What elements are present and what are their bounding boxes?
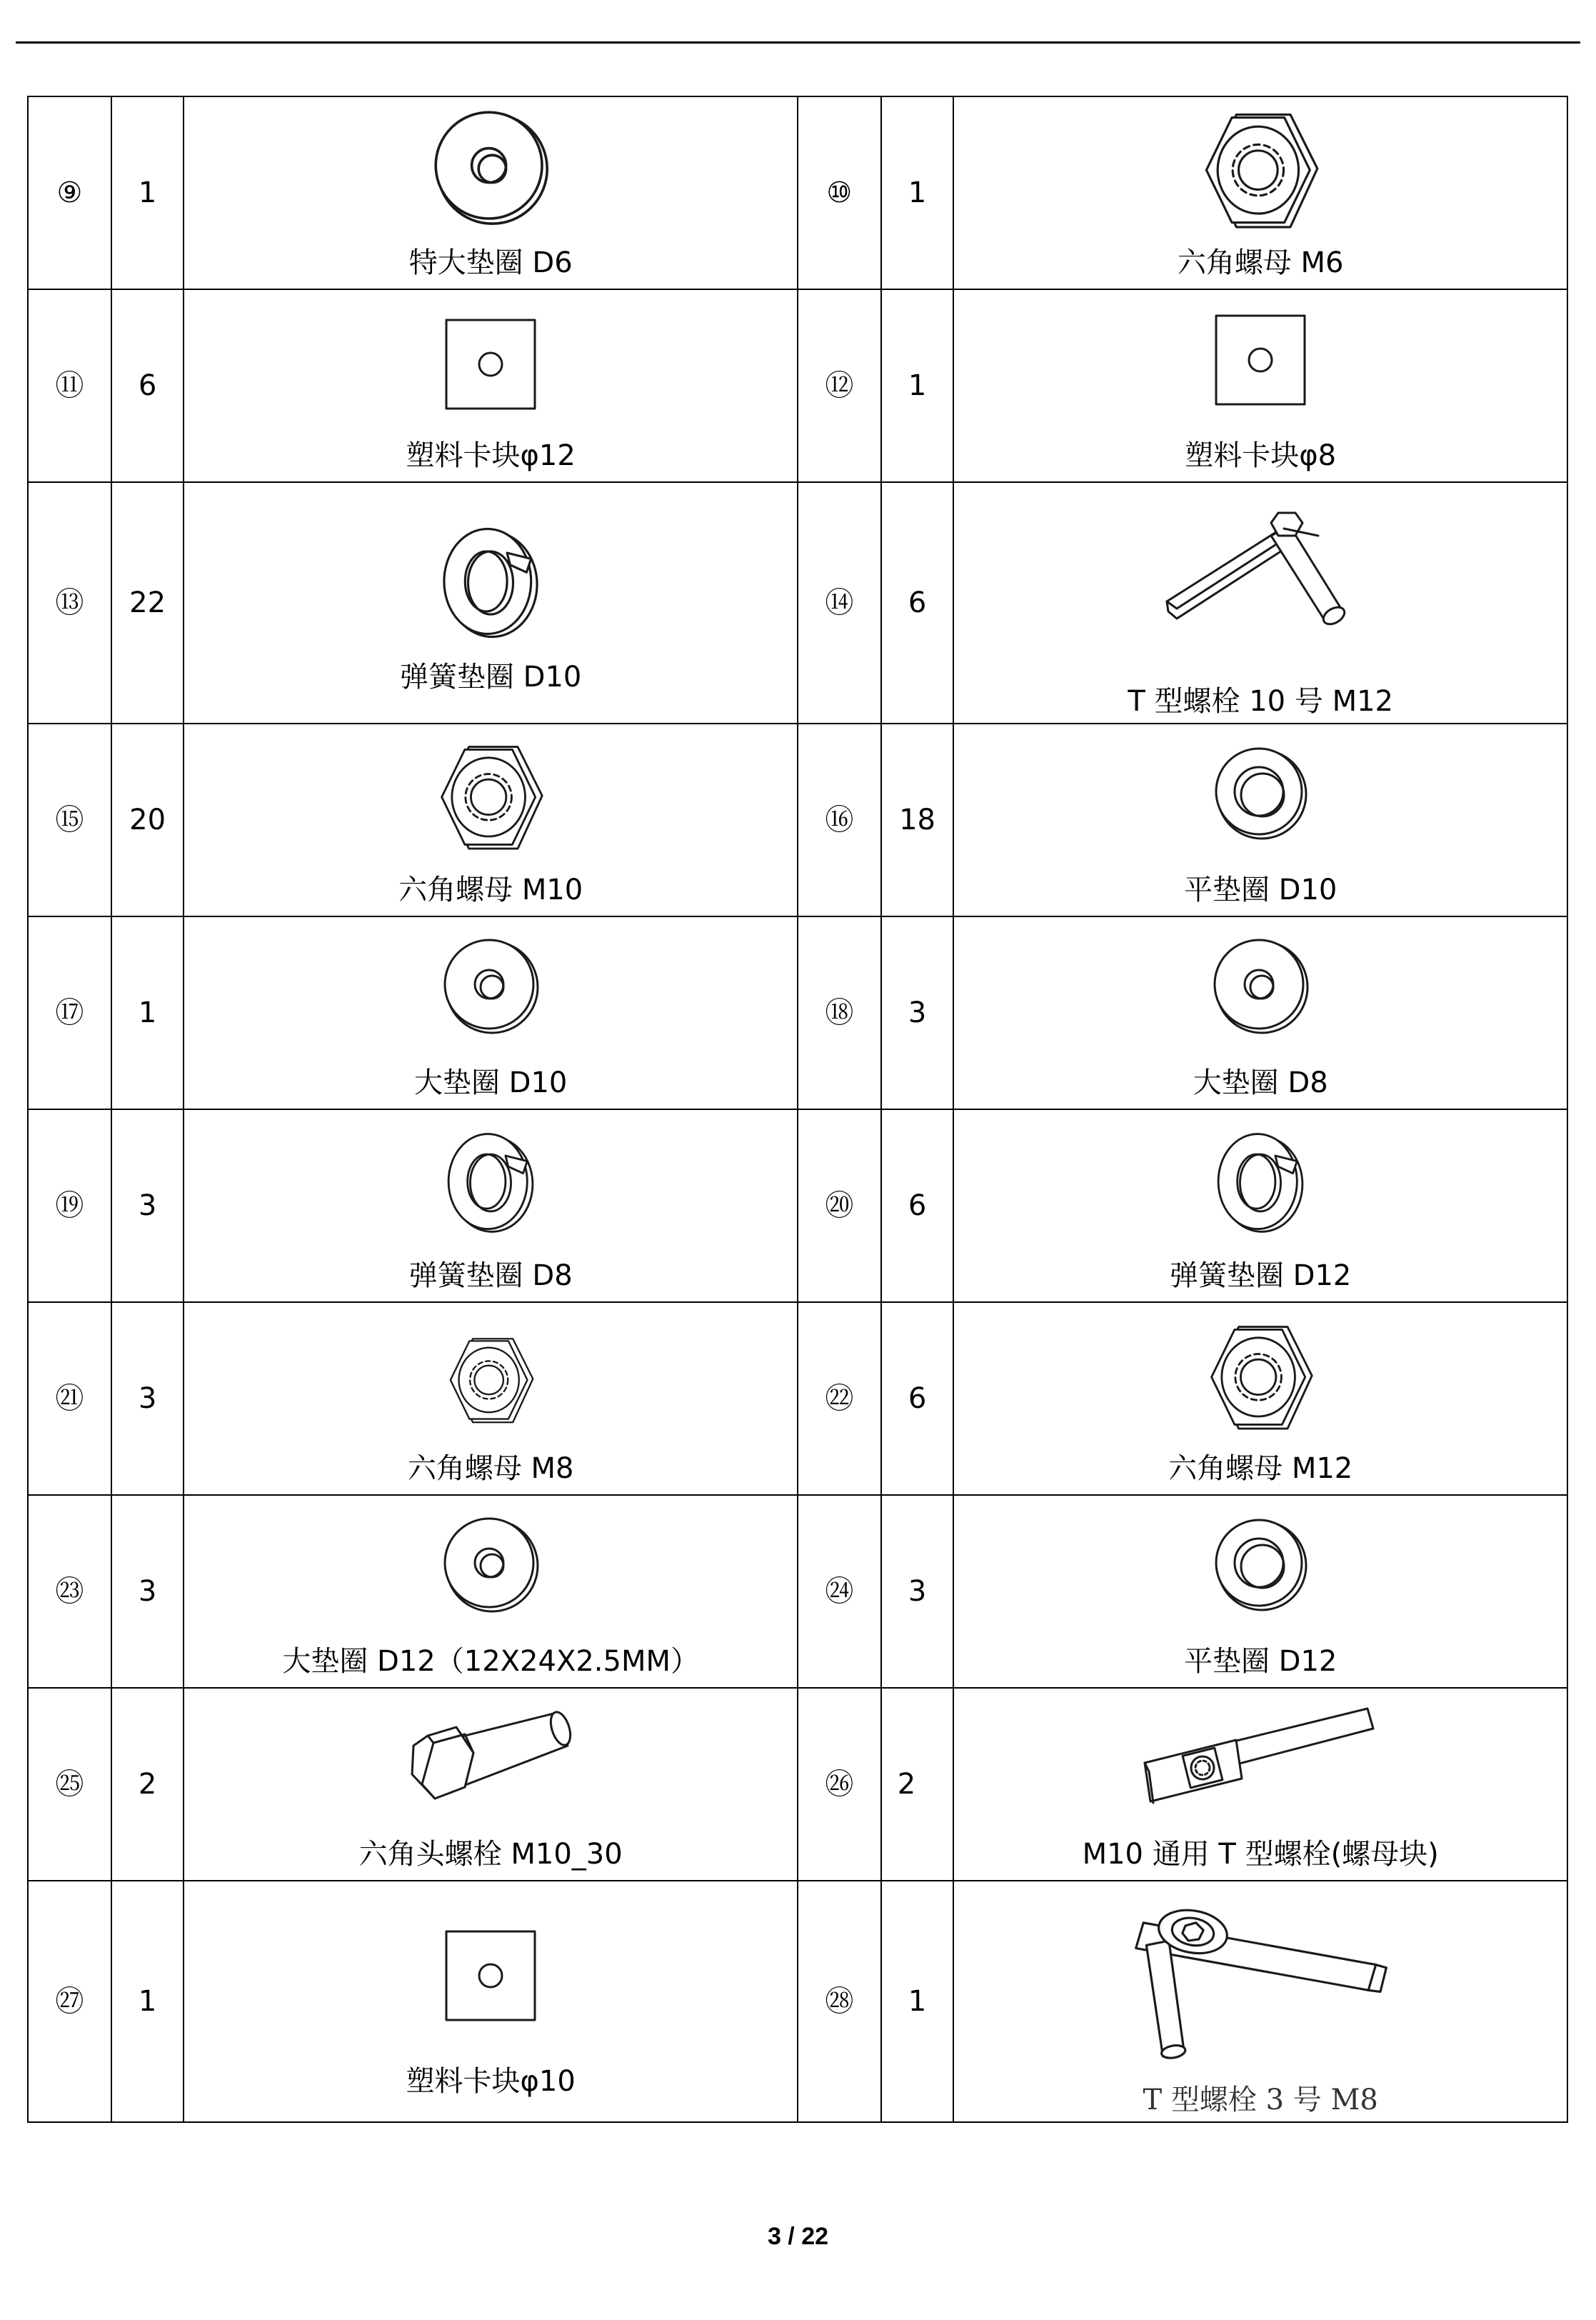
parts-row xyxy=(28,1881,1567,2122)
part-name: 六角头螺栓 M10_30 xyxy=(358,1838,623,1871)
quantity-cell xyxy=(111,724,184,916)
part-number: ㉗ xyxy=(55,1985,84,2018)
part-name: 大垫圈 D12（12X24X2.5MM） xyxy=(282,1645,699,1678)
part-name: 大垫圈 D10 xyxy=(413,1066,568,1099)
part-quantity: 3 xyxy=(908,996,927,1029)
part-number: ⑯ xyxy=(825,804,854,836)
part-illustration-cell xyxy=(184,916,798,1109)
quantity-cell xyxy=(881,1302,954,1495)
part-number-cell xyxy=(798,724,881,916)
part-number-cell xyxy=(798,482,881,724)
part-illustration-cell xyxy=(953,96,1567,289)
part-number: ⑱ xyxy=(825,996,854,1029)
part-number: ⑮ xyxy=(55,804,84,836)
part-number: ㉘ xyxy=(825,1985,854,2018)
part-quantity: 22 xyxy=(129,586,166,619)
part-name: 六角螺母 M8 xyxy=(407,1452,574,1485)
parts-row xyxy=(28,1302,1567,1495)
plastic-block-icon xyxy=(1215,314,1306,409)
hex-nut-icon xyxy=(1200,109,1320,239)
quantity-cell xyxy=(881,916,954,1109)
part-quantity: 1 xyxy=(908,1985,927,2018)
washer-icon xyxy=(441,936,541,1039)
part-number-cell xyxy=(798,96,881,289)
part-number-cell xyxy=(28,1881,111,2122)
part-number-cell xyxy=(798,916,881,1109)
part-name: T 型螺栓 3 号 M8 xyxy=(1143,2084,1378,2116)
part-name: 特大垫圈 D6 xyxy=(408,246,573,279)
part-number-cell xyxy=(28,1109,111,1302)
washer-icon xyxy=(441,1514,541,1617)
part-quantity: 1 xyxy=(908,176,927,209)
part-quantity: 2 xyxy=(138,1768,157,1801)
part-quantity: 3 xyxy=(138,1382,157,1415)
part-number: ⑲ xyxy=(55,1189,84,1222)
parts-row xyxy=(28,724,1567,916)
quantity-cell xyxy=(111,1302,184,1495)
parts-row xyxy=(28,289,1567,482)
part-number: ㉖ xyxy=(825,1768,854,1801)
spring-washer-icon xyxy=(438,523,543,646)
quantity-cell xyxy=(111,1495,184,1688)
part-name: M10 通用 T 型螺栓(螺母块) xyxy=(1082,1838,1439,1871)
part-name: 六角螺母 M6 xyxy=(1177,246,1344,279)
part-name: 大垫圈 D8 xyxy=(1193,1066,1328,1099)
quantity-cell xyxy=(881,96,954,289)
part-name: 六角螺母 M10 xyxy=(398,874,583,906)
part-illustration-cell xyxy=(184,1495,798,1688)
part-illustration-cell xyxy=(953,482,1567,724)
part-number: ⑬ xyxy=(55,586,84,619)
spring-washer-icon xyxy=(1213,1129,1308,1240)
quantity-cell xyxy=(881,1688,954,1881)
plastic-block-icon xyxy=(445,1930,536,2024)
plastic-block-icon xyxy=(445,319,536,413)
part-number: ⑩ xyxy=(826,176,853,209)
part-number: ㉕ xyxy=(55,1768,84,1801)
washer-icon xyxy=(1210,936,1310,1039)
part-illustration-cell xyxy=(953,1109,1567,1302)
t-bolt-3-icon xyxy=(1125,1896,1395,2064)
part-name: 六角螺母 M12 xyxy=(1168,1452,1353,1485)
part-illustration-cell xyxy=(184,482,798,724)
part-number: ㉔ xyxy=(825,1575,854,1608)
part-quantity: 1 xyxy=(908,369,927,402)
hex-nut-icon xyxy=(436,741,545,860)
part-quantity: 6 xyxy=(908,1189,927,1222)
hex-nut-icon xyxy=(446,1334,536,1432)
part-quantity: 3 xyxy=(138,1575,157,1608)
flat-washer-icon xyxy=(1210,743,1310,846)
parts-row xyxy=(28,1688,1567,1881)
quantity-cell xyxy=(881,1109,954,1302)
part-number: ⑳ xyxy=(825,1189,854,1222)
part-illustration-cell xyxy=(184,1688,798,1881)
part-number-cell xyxy=(28,1302,111,1495)
part-illustration-cell xyxy=(953,1495,1567,1688)
washer-icon xyxy=(431,107,551,230)
part-number-cell xyxy=(28,96,111,289)
quantity-cell xyxy=(111,482,184,724)
part-name: 弹簧垫圈 D8 xyxy=(408,1259,573,1292)
part-illustration-cell xyxy=(953,916,1567,1109)
quantity-cell xyxy=(111,96,184,289)
part-number-cell xyxy=(798,1302,881,1495)
t-bolt-icon xyxy=(1164,507,1357,639)
hex-nut-icon xyxy=(1206,1321,1315,1440)
part-illustration-cell xyxy=(184,96,798,289)
parts-row xyxy=(28,1109,1567,1302)
part-number-cell xyxy=(798,1495,881,1688)
part-name: 平垫圈 D10 xyxy=(1183,874,1337,906)
part-illustration-cell xyxy=(184,724,798,916)
part-number: ⑰ xyxy=(55,996,84,1029)
t-bolt-nut-block-icon xyxy=(1139,1704,1382,1814)
part-quantity: 18 xyxy=(899,804,935,836)
quantity-cell xyxy=(881,724,954,916)
part-name: 塑料卡块φ8 xyxy=(1185,439,1337,472)
part-illustration-cell xyxy=(184,289,798,482)
parts-table xyxy=(27,96,1568,2123)
part-quantity: 2 xyxy=(897,1768,916,1801)
part-name: 弹簧垫圈 D10 xyxy=(399,661,582,694)
part-number-cell xyxy=(798,1109,881,1302)
part-number: ㉓ xyxy=(55,1575,84,1608)
parts-row xyxy=(28,916,1567,1109)
part-quantity: 1 xyxy=(138,1985,157,2018)
part-number-cell xyxy=(28,1688,111,1881)
parts-row xyxy=(28,96,1567,289)
part-name: 平垫圈 D12 xyxy=(1183,1645,1337,1678)
parts-row xyxy=(28,482,1567,724)
part-quantity: 3 xyxy=(908,1575,927,1608)
quantity-cell xyxy=(111,916,184,1109)
part-number-cell xyxy=(798,1881,881,2122)
hex-bolt-icon xyxy=(405,1706,576,1823)
part-quantity: 20 xyxy=(129,804,166,836)
spring-washer-icon xyxy=(443,1129,538,1240)
part-number: ㉑ xyxy=(55,1382,84,1415)
part-number-cell xyxy=(28,916,111,1109)
quantity-cell xyxy=(881,289,954,482)
part-number-cell xyxy=(28,482,111,724)
part-number: ㉒ xyxy=(825,1382,854,1415)
part-name: 塑料卡块φ10 xyxy=(406,2065,576,2098)
part-name: 弹簧垫圈 D12 xyxy=(1169,1259,1352,1292)
part-quantity: 6 xyxy=(908,1382,927,1415)
quantity-cell xyxy=(881,482,954,724)
part-illustration-cell xyxy=(184,1109,798,1302)
flat-washer-icon xyxy=(1210,1514,1310,1617)
part-number-cell xyxy=(28,289,111,482)
part-quantity: 3 xyxy=(138,1189,157,1222)
part-number: ⑪ xyxy=(55,369,84,402)
quantity-cell xyxy=(881,1495,954,1688)
part-illustration-cell xyxy=(953,1881,1567,2122)
part-number: ⑭ xyxy=(825,586,854,619)
part-illustration-cell xyxy=(184,1302,798,1495)
part-illustration-cell xyxy=(953,724,1567,916)
parts-row xyxy=(28,1495,1567,1688)
part-illustration-cell xyxy=(184,1881,798,2122)
quantity-cell xyxy=(111,1881,184,2122)
header-rule xyxy=(16,41,1580,44)
part-number-cell xyxy=(28,724,111,916)
part-number: ⑫ xyxy=(825,369,854,402)
quantity-cell xyxy=(111,1109,184,1302)
part-number: ⑨ xyxy=(56,176,83,209)
part-quantity: 1 xyxy=(138,996,157,1029)
quantity-cell xyxy=(111,1688,184,1881)
quantity-cell xyxy=(111,289,184,482)
page-number: 3 / 22 xyxy=(767,2223,829,2250)
part-illustration-cell xyxy=(953,1688,1567,1881)
part-illustration-cell xyxy=(953,1302,1567,1495)
part-name: 塑料卡块φ12 xyxy=(406,439,576,472)
part-number-cell xyxy=(28,1495,111,1688)
part-quantity: 1 xyxy=(138,176,157,209)
part-illustration-cell xyxy=(953,289,1567,482)
quantity-cell xyxy=(881,1881,954,2122)
part-quantity: 6 xyxy=(908,586,927,619)
part-number-cell xyxy=(798,289,881,482)
part-number-cell xyxy=(798,1688,881,1881)
part-name: T 型螺栓 10 号 M12 xyxy=(1128,685,1393,718)
part-quantity: 6 xyxy=(138,369,157,402)
